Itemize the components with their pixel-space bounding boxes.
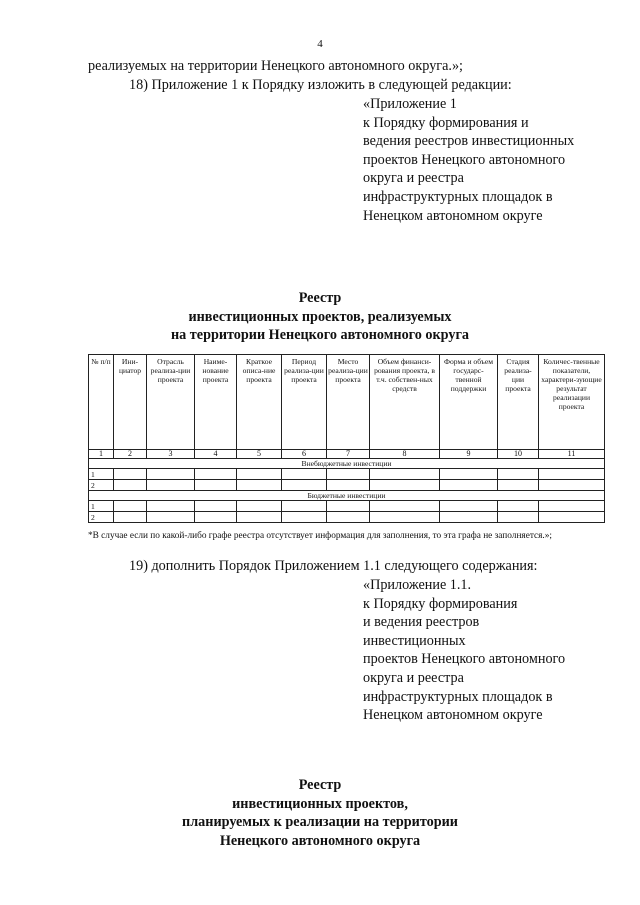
appendix-1-1-line: Ненецком автономном округе	[363, 707, 543, 724]
table-footnote: *В случае если по какой-либо графе реестра отсутствует информация для заполнения, то эта графа не заполняется.»;	[88, 531, 552, 541]
column-number: 5	[237, 450, 282, 459]
row-number: 1	[89, 501, 114, 512]
row-number: 2	[89, 512, 114, 523]
column-header: Ини-циатор	[114, 355, 147, 450]
column-header: Место реализа-ции проекта	[327, 355, 370, 450]
section-label: Бюджетные инвестиции	[89, 491, 605, 501]
table-row	[89, 469, 605, 480]
appendix-1-line: Ненецком автономном округе	[363, 207, 543, 224]
column-number: 6	[282, 450, 327, 459]
appendix-1-1-line: «Приложение 1.1.	[363, 577, 472, 593]
column-number: 2	[114, 450, 147, 459]
column-number: 9	[440, 450, 498, 459]
column-header: Наиме-нование проекта	[195, 355, 237, 450]
column-number-row	[89, 450, 605, 459]
row-number: 1	[89, 469, 114, 480]
column-header: Краткое описа-ние проекта	[237, 355, 282, 450]
appendix-1-line: «Приложение 1	[363, 96, 457, 112]
appendix-1-1-line: и ведения реестров	[363, 614, 480, 631]
registry-2-title-line: Ненецкого автономного округа	[219, 832, 421, 849]
appendix-1-line: проектов Ненецкого автономного	[363, 151, 566, 168]
appendix-1-1-caption	[363, 576, 565, 725]
column-number: 8	[370, 450, 440, 459]
column-header: Количес-твенные показатели, характери-зующие результат реализации проекта	[539, 355, 605, 450]
table-row	[89, 512, 605, 523]
paragraph-continuation: реализуемых на территории Ненецкого автономного округа.»;	[88, 58, 463, 74]
registry-2-title	[0, 776, 640, 850]
table-row	[89, 501, 605, 512]
registry-2-title-line: инвестиционных проектов,	[232, 795, 408, 812]
registry-1-title-line: инвестиционных проектов, реализуемых	[188, 308, 452, 325]
column-number: 11	[539, 450, 605, 459]
appendix-1-line: ведения реестров инвестиционных	[363, 133, 575, 150]
column-number: 3	[147, 450, 195, 459]
column-header: Период реализа-ции проекта	[282, 355, 327, 450]
registry-table	[88, 354, 605, 523]
column-header: № п/п	[89, 355, 114, 450]
appendix-1-line: к Порядку формирования и	[363, 114, 529, 131]
column-header: Форма и объем государс-твенной поддержки	[440, 355, 498, 450]
appendix-1-caption	[363, 95, 574, 225]
column-number: 1	[89, 450, 114, 459]
registry-2-title-line: Реестр	[298, 777, 342, 793]
column-number: 4	[195, 450, 237, 459]
column-header: Объем финанси-рования проекта, в т.ч. собствен-ных средств	[370, 355, 440, 450]
appendix-1-1-line: инфраструктурных площадок в	[363, 688, 553, 705]
registry-1-title-line: на территории Ненецкого автономного округа	[170, 327, 470, 343]
paragraph-item-18: 18) Приложение 1 к Порядку изложить в следующей редакции:	[129, 77, 512, 93]
column-header: Отрасль реализа-ции проекта	[147, 355, 195, 450]
table-header-row	[89, 355, 605, 450]
appendix-1-1-line: округа и реестра	[363, 669, 464, 686]
section-row-budgetary	[89, 491, 605, 501]
section-label: Внебюджетные инвестиции	[89, 459, 605, 469]
section-row-extrabudgetary	[89, 459, 605, 469]
registry-2-title-line: планируемых к реализации на территории	[182, 814, 458, 830]
column-number: 10	[498, 450, 539, 459]
column-header: Стадия реализа-ции проекта	[498, 355, 539, 450]
page-number: 4	[317, 38, 323, 50]
paragraph-item-19: 19) дополнить Порядок Приложением 1.1 следующего содержания:	[129, 558, 538, 574]
registry-1-title-line: Реестр	[298, 290, 342, 306]
appendix-1-1-line: к Порядку формирования	[363, 595, 518, 612]
registry-1-title	[0, 289, 640, 345]
column-number: 7	[327, 450, 370, 459]
row-number: 2	[89, 480, 114, 491]
table-row	[89, 480, 605, 491]
appendix-1-1-line: проектов Ненецкого автономного	[363, 651, 566, 668]
appendix-1-line: округа и реестра	[363, 170, 464, 187]
appendix-1-line: инфраструктурных площадок в	[363, 188, 553, 205]
appendix-1-1-line: инвестиционных	[363, 632, 466, 649]
